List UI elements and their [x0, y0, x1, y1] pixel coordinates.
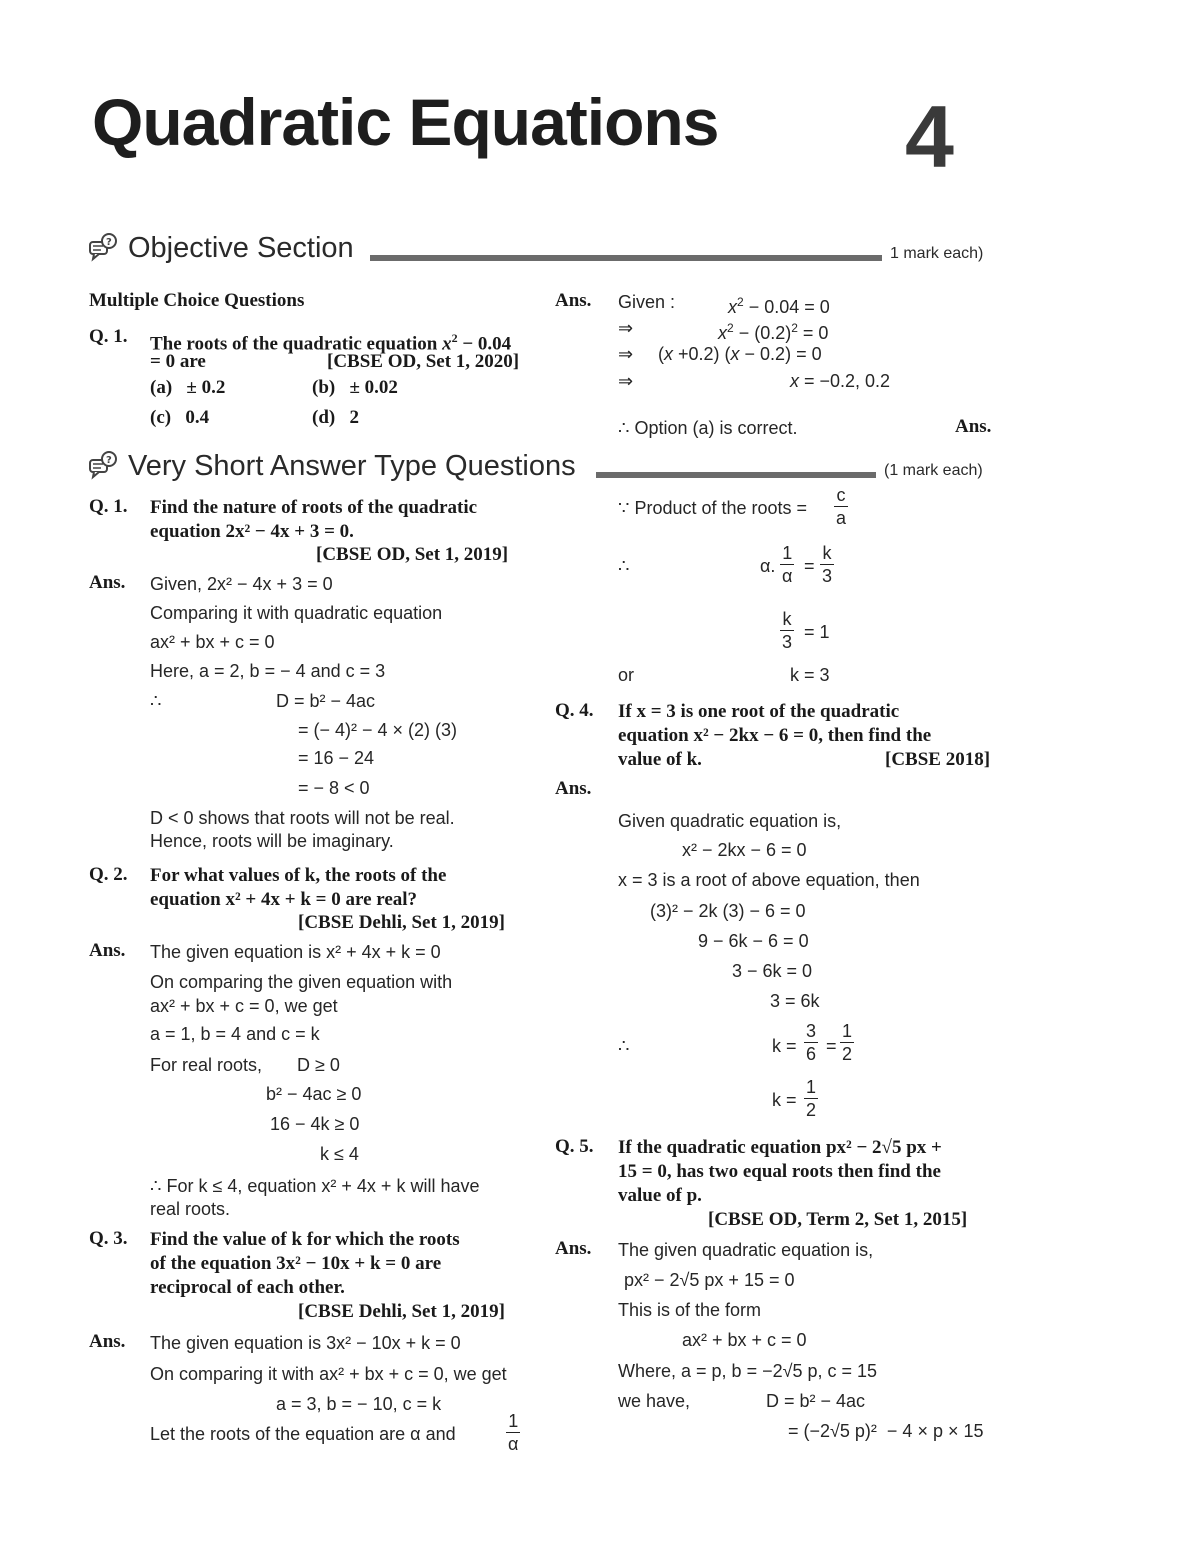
mcq-heading: Multiple Choice Questions [89, 290, 305, 311]
answer-label: Ans. [555, 290, 592, 311]
question-text: 15 = 0, has two equal roots then find the [618, 1161, 941, 1182]
answer-label: Ans. [89, 1331, 126, 1352]
question-source: [CBSE Dehli, Set 1, 2019] [298, 912, 505, 933]
fraction-denominator: α [782, 566, 793, 586]
vsa-marks: (1 mark each) [884, 462, 983, 479]
answer-line: = (− 4)² − 4 × (2) (3) [298, 720, 458, 740]
question-text: The roots of the quadratic equation $x^2 - 0.04$ [150, 331, 512, 355]
answer-line: The given quadratic equation is, [618, 1240, 874, 1260]
fraction-numerator: k [820, 542, 834, 565]
fraction-numerator: 1 [506, 1410, 520, 1433]
fraction-denominator: 2 [806, 1100, 817, 1120]
question-text: reciprocal of each other. [150, 1277, 345, 1298]
question-text: value of p. [618, 1185, 702, 1206]
answer-line: k = [772, 1090, 797, 1110]
fraction-numerator: c [834, 484, 848, 507]
question-text: value of k. [618, 749, 702, 770]
answer-label: Ans. [89, 572, 126, 593]
implies-symbol: ⇒ [618, 318, 634, 338]
answer-line: D < 0 shows that roots will not be real. [150, 808, 455, 828]
answer-line: 3 − 6k = 0 [732, 961, 813, 981]
question-text: Find the value of k for which the roots [150, 1229, 460, 1250]
fraction [804, 1020, 818, 1065]
answer-step: (x +0.2) (x − 0.2) = 0 [658, 344, 822, 364]
question-text: equation 2x² − 4x + 3 = 0. [150, 521, 354, 542]
answer-line: = − 8 < 0 [298, 778, 370, 798]
therefore-symbol: ∴ [150, 691, 162, 711]
question-text: For what values of k, the roots of the [150, 865, 447, 886]
answer-line: ∴ For k ≤ 4, equation x² + 4x + k will have [150, 1176, 480, 1196]
answer-line: 9 − 6k − 6 = 0 [698, 931, 809, 951]
question-text: equation x² + 4x + k = 0 are real? [150, 889, 418, 910]
option-d: (d) 2 [312, 407, 359, 428]
answer-line: = (−2√5 p)² − 4 × p × 15 [788, 1421, 984, 1441]
answer-label: Ans. [89, 940, 126, 961]
answer-conclusion: ∴ Option (a) is correct. [618, 418, 798, 438]
answer-line: α. [760, 556, 776, 576]
fraction-denominator: 2 [842, 1044, 853, 1064]
fraction [780, 608, 794, 653]
fraction [780, 542, 794, 587]
question-source: [CBSE 2018] [885, 749, 991, 770]
fraction-denominator: 3 [782, 632, 793, 652]
fraction-denominator: a [836, 508, 847, 528]
question-source: [CBSE OD, Term 2, Set 1, 2015] [708, 1209, 968, 1230]
question-label: Q. 1. [89, 326, 128, 347]
fraction-numerator: 1 [780, 542, 794, 565]
answer-line: For real roots, D ≥ 0 [150, 1055, 340, 1075]
answer-line: ∵ Product of the roots = [618, 498, 808, 518]
question-text: equation x² − 2kx − 6 = 0, then find the [618, 725, 932, 746]
fraction-numerator: k [780, 608, 794, 631]
discussion-icon [88, 232, 118, 262]
fraction-denominator: α [508, 1434, 519, 1454]
answer-line: 3 = 6k [770, 991, 820, 1011]
question-source: [CBSE Dehli, Set 1, 2019] [298, 1301, 505, 1322]
fraction-numerator: 1 [806, 1077, 817, 1097]
answer-line: we have, [618, 1391, 691, 1411]
answer-given: Given : [618, 292, 676, 312]
question-text: Find the nature of roots of the quadratic [150, 497, 478, 518]
therefore-symbol: ∴ [618, 1036, 630, 1056]
answer-line: Hence, roots will be imaginary. [150, 831, 394, 851]
answer-line: x = 3 is a root of above equation, then [618, 870, 920, 890]
answer-line: a = 3, b = − 10, c = k [276, 1394, 442, 1414]
question-text: of the equation 3x² − 10x + k = 0 are [150, 1253, 442, 1274]
fraction-denominator: 3 [822, 566, 833, 586]
option-c: (c) 0.4 [150, 407, 210, 428]
answer-label: Ans. [555, 1238, 592, 1259]
answer-label: Ans. [555, 778, 592, 799]
question-label: Q. 5. [555, 1136, 594, 1157]
answer-line: = 16 − 24 [298, 748, 375, 768]
answer-line: px² − 2√5 px + 15 = 0 [624, 1270, 795, 1290]
section-rule [596, 472, 876, 478]
answer-line: This is of the form [618, 1300, 762, 1320]
answer-line: D = b² − 4ac [766, 1391, 866, 1411]
answer-line: ax² + bx + c = 0, we get [150, 996, 338, 1016]
svg-text:?: ? [106, 455, 112, 466]
implies-symbol: ⇒ [618, 371, 634, 391]
answer-line: Where, a = p, b = −2√5 p, c = 15 [618, 1361, 878, 1381]
answer-line: On comparing the given equation with [150, 972, 453, 992]
answer-line: k = [772, 1036, 797, 1056]
section-rule [370, 255, 882, 261]
answer-line: a = 1, b = 4 and c = k [150, 1024, 320, 1044]
answer-line: Given, 2x² − 4x + 3 = 0 [150, 574, 333, 594]
vsa-section-heading: Very Short Answer Type Questions [128, 450, 576, 482]
therefore-symbol: ∴ [618, 556, 630, 576]
option-b: (b) ± 0.02 [312, 377, 398, 398]
option-a: (a) ± 0.2 [150, 377, 226, 398]
answer-line: The given equation is 3x² − 10x + k = 0 [150, 1333, 461, 1353]
fraction-denominator: 6 [806, 1044, 817, 1064]
answer-line: x² − 2kx − 6 = 0 [682, 840, 807, 860]
fraction [840, 1020, 854, 1065]
question-label: Q. 1. [89, 496, 128, 517]
svg-text:?: ? [106, 237, 112, 248]
question-source: [CBSE OD, Set 1, 2019] [316, 544, 509, 565]
answer-line: Let the roots of the equation are α and [150, 1424, 456, 1444]
answer-line: (3)² − 2k (3) − 6 = 0 [650, 901, 806, 921]
fraction-numerator: 3 [806, 1021, 817, 1041]
answer-line: 16 − 4k ≥ 0 [270, 1114, 360, 1134]
answer-line: = 1 [804, 622, 830, 642]
answer-step: $x^2 - (0.2)^2 = 0$ [718, 321, 829, 343]
fraction [506, 1410, 520, 1455]
answer-line: Comparing it with quadratic equation [150, 603, 443, 623]
fraction [820, 542, 834, 587]
fraction-numerator: 1 [842, 1021, 853, 1041]
answer-line: k = 3 [790, 665, 830, 685]
answer-line: Given quadratic equation is, [618, 811, 842, 831]
question-text: If x = 3 is one root of the quadratic [618, 701, 900, 722]
answer-end-label: Ans. [955, 416, 992, 437]
answer-line: k ≤ 4 [320, 1144, 359, 1164]
answer-line: Here, a = 2, b = − 4 and c = 3 [150, 661, 386, 681]
answer-line: ax² + bx + c = 0 [150, 632, 275, 652]
objective-section-heading: Objective Section [128, 232, 354, 264]
fraction [804, 1076, 818, 1121]
question-label: Q. 4. [555, 700, 594, 721]
discussion-icon [88, 450, 118, 480]
answer-step: x = −0.2, 0.2 [790, 371, 891, 391]
answer-line: D = b² − 4ac [276, 691, 376, 711]
question-text: = 0 are [150, 351, 206, 372]
question-text: If the quadratic equation px² − 2√5 px + [618, 1137, 942, 1158]
chapter-title: Quadratic Equations [92, 85, 719, 159]
implies-symbol: ⇒ [618, 344, 634, 364]
answer-line: On comparing it with ax² + bx + c = 0, we get [150, 1364, 507, 1384]
equals-sign: = [804, 556, 815, 576]
fraction [834, 484, 848, 529]
answer-line: real roots. [150, 1199, 231, 1219]
or-label: or [618, 665, 635, 685]
answer-step: $x^2 - 0.04 = 0$ [728, 295, 830, 317]
answer-line: ax² + bx + c = 0 [682, 1330, 807, 1350]
question-source: [CBSE OD, Set 1, 2020] [327, 351, 520, 372]
question-label: Q. 3. [89, 1228, 128, 1249]
equals-sign: = [826, 1036, 837, 1056]
question-label: Q. 2. [89, 864, 128, 885]
chapter-number: 4 [905, 87, 954, 186]
objective-marks: 1 mark each) [890, 245, 984, 262]
answer-line: The given equation is x² + 4x + k = 0 [150, 942, 441, 962]
answer-line: b² − 4ac ≥ 0 [266, 1084, 362, 1104]
